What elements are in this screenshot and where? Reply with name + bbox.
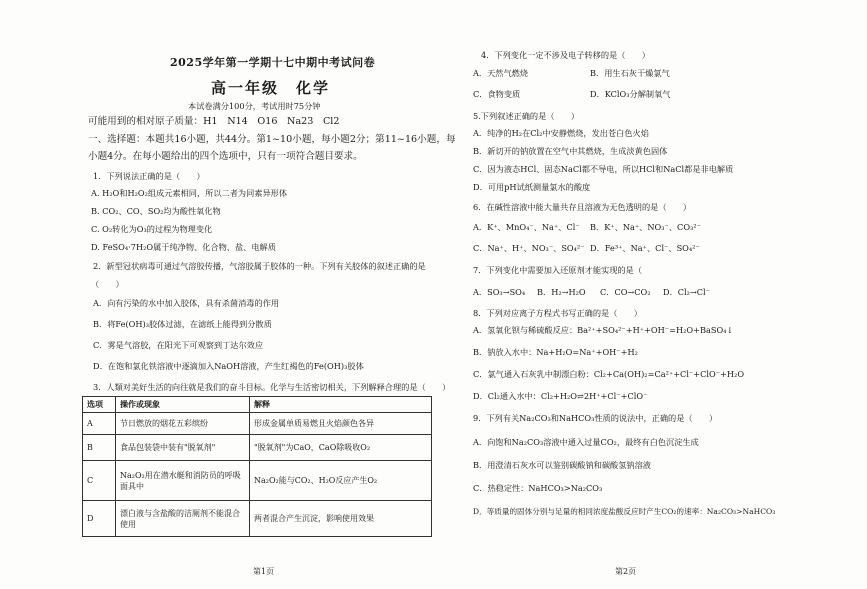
option-a: A．天然气燃烧 [473, 68, 529, 78]
atomic-masses: 可能用到的相对原子质量：H1 N14 O16 Na23 Cl2 [88, 116, 340, 127]
option-c: C．因为液态HCl、固态NaCl都不导电，所以HCl和NaCl都是非电解质 [473, 164, 734, 174]
table-cell: "脱氧剂"为CaO，CaO除吸收O₂ [250, 435, 432, 461]
exam-page-2 [455, 0, 867, 589]
option-c: C．CO→CO₂ [600, 287, 651, 297]
section-intro: 一、选择题：本题共16小题，共44分。第1~10小题，每小题2分；第11~16小题，每 [88, 134, 456, 145]
page-number: 第2页 [615, 567, 637, 576]
option-a: A. H₂O和H₂O₂组成元素相同，所以二者为同素异形体 [91, 188, 288, 198]
option-a: A．纯净的H₂在Cl₂中安静燃烧，发出苍白色火焰 [473, 128, 649, 138]
option-b: B．钠放入水中：Na+H₂O=Na⁺+OH⁻+H₂ [473, 347, 638, 357]
option-b: B．用生石灰干燥氯气 [590, 68, 670, 78]
option-b: B．将Fe(OH)₃胶体过滤，在滤纸上能得到分散质 [93, 319, 272, 329]
question-stem: 4．下列变化一定不涉及电子转移的是（ ） [481, 50, 650, 60]
question-stem: 3．人類对美好生活的向往就是我们的奋斗目标。化学与生活密切相关，下列解释合理的是（ ） [93, 382, 451, 392]
option-b: B．K⁺、Na⁺、NO₃⁻、CO₃²⁻ [590, 222, 701, 232]
option-d: D．等质量的固体分别与足量的相同浓度盐酸反应时产生CO₂的速率：Na₂CO₃>NaHCO₃ [473, 507, 776, 516]
option-a: A．SO₃→SO₄ [473, 287, 526, 297]
table-row [83, 461, 432, 501]
table-row [83, 435, 432, 461]
exam-title: 2025学年第一学期十七中期中考试问卷 [170, 56, 376, 69]
option-b: B. CO₂、CO、SO₂均为酸性氧化物 [91, 206, 221, 216]
table-cell: Na₂O₂能与CO₂、H₂O反应产生O₂ [250, 461, 432, 501]
option-b: B．H₂→H₂O [537, 287, 586, 297]
question-stem: 9．下列有关Na₂CO₃和NaHCO₃性质的说法中，正确的是（ ） [473, 413, 718, 423]
table-cell: 漂白液与含盐酸的洁厕剂不能混合使用 [116, 501, 250, 537]
table-cell: D [83, 501, 116, 537]
option-c: C．Na⁺、H⁺、NO₃⁻、SO₄²⁻ [473, 243, 585, 253]
options-table [82, 396, 432, 537]
question-stem: 6．在碱性溶液中能大量共存且溶液为无色透明的是（ ） [473, 202, 692, 212]
section-intro-cont: 小题4分。在每小题给出的四个选项中，只有一项符合题目要求。 [88, 151, 363, 162]
exam-info: 本试卷满分100分，考试用时75分钟 [188, 101, 321, 111]
table-cell: 节日燃放的烟花五彩缤纷 [116, 413, 250, 435]
option-d: D．可用pH试纸测量氯水的酸度 [473, 182, 591, 192]
option-b: B．用澄清石灰水可以鉴别碳酸钠和碳酸氢钠溶液 [473, 460, 651, 470]
option-c: C．食物变质 [473, 89, 521, 99]
option-a: A．氢氧化钡与稀硫酸反应：Ba²⁺+SO₄²⁻+H⁺+OH⁻=H₂O+BaSO₄↓ [473, 325, 734, 335]
table-cell: B [83, 435, 116, 461]
question-stem: 5.下列叙述正确的是（ ） [473, 111, 580, 121]
option-c: C．雾是气溶胶，在阳光下可观察到丁达尔效应 [93, 340, 264, 350]
question-stem-cont: （ ） [91, 279, 124, 289]
question-stem: 2．新型冠状病毒可通过气溶胶传播，气溶胶属于胶体的一种。下列有关胶体的叙述正确的是 [93, 261, 426, 271]
page-number: 第1页 [253, 567, 275, 576]
question-stem: 7．下列变化中需要加入还原剂才能实现的是（ [473, 265, 642, 275]
option-d: D．在饱和氯化铁溶液中逐滴加入NaOH溶液，产生红褐色的Fe(OH)₃胶体 [93, 361, 364, 371]
table-cell: 两者混合产生沉淀，影响使用效果 [250, 501, 432, 537]
table-cell: C [83, 461, 116, 501]
option-a: A．向饱和Na₂CO₃溶液中通入过量CO₂，最终有白色沉淀生成 [473, 437, 699, 447]
option-d: D．Fe³⁺、Na⁺、Cl⁻、SO₄²⁻ [590, 243, 700, 253]
table-row [83, 413, 432, 435]
subject-title: 高一年级 化学 [211, 79, 331, 97]
table-cell: 形成金属单质易燃且火焰颜色各异 [250, 413, 432, 435]
option-a: A．向有污染的水中加入胶体，具有杀菌消毒的作用 [93, 298, 280, 308]
table-header: 选项 [83, 397, 116, 413]
option-d: D．Cl₂通入水中：Cl₂+H₂O⇌2H⁺+Cl⁻+ClO⁻ [473, 391, 648, 401]
option-a: A．K⁺、MnO₄⁻、Na⁺、Cl⁻ [473, 222, 580, 232]
option-c: C．热稳定性：NaHCO₃>Na₂CO₃ [473, 483, 603, 493]
table-cell: A [83, 413, 116, 435]
option-c: C．氯气通入石灰乳中制漂白粉：Cl₂+Ca(OH)₂=Ca²⁺+Cl⁻+ClO⁻+H₂O [473, 369, 745, 379]
table-header: 解释 [250, 397, 432, 413]
table-cell: Na₂O₂用在潜水艇和消防员的呼吸面具中 [116, 461, 250, 501]
option-b: B．新切开的钠放置在空气中其燃烧，生成淡黄色固体 [473, 146, 668, 156]
option-c: C. O₂转化为O₃的过程为物理变化 [91, 224, 213, 234]
option-d: D．KClO₃分解制氧气 [590, 89, 671, 99]
option-d: D．Cl₂→Cl⁻ [663, 287, 710, 297]
table-cell: 食品包装袋中装有"脱氧剂" [116, 435, 250, 461]
option-d: D. FeSO₄·7H₂O属于纯净物、化合物、盐、电解质 [91, 242, 276, 252]
question-stem: 8．下列对应离子方程式书写正确的是（ ） [473, 308, 642, 318]
question-stem: 1．下列说法正确的是（ ） [93, 171, 205, 181]
table-row [83, 501, 432, 537]
table-header: 操作或现象 [116, 397, 250, 413]
